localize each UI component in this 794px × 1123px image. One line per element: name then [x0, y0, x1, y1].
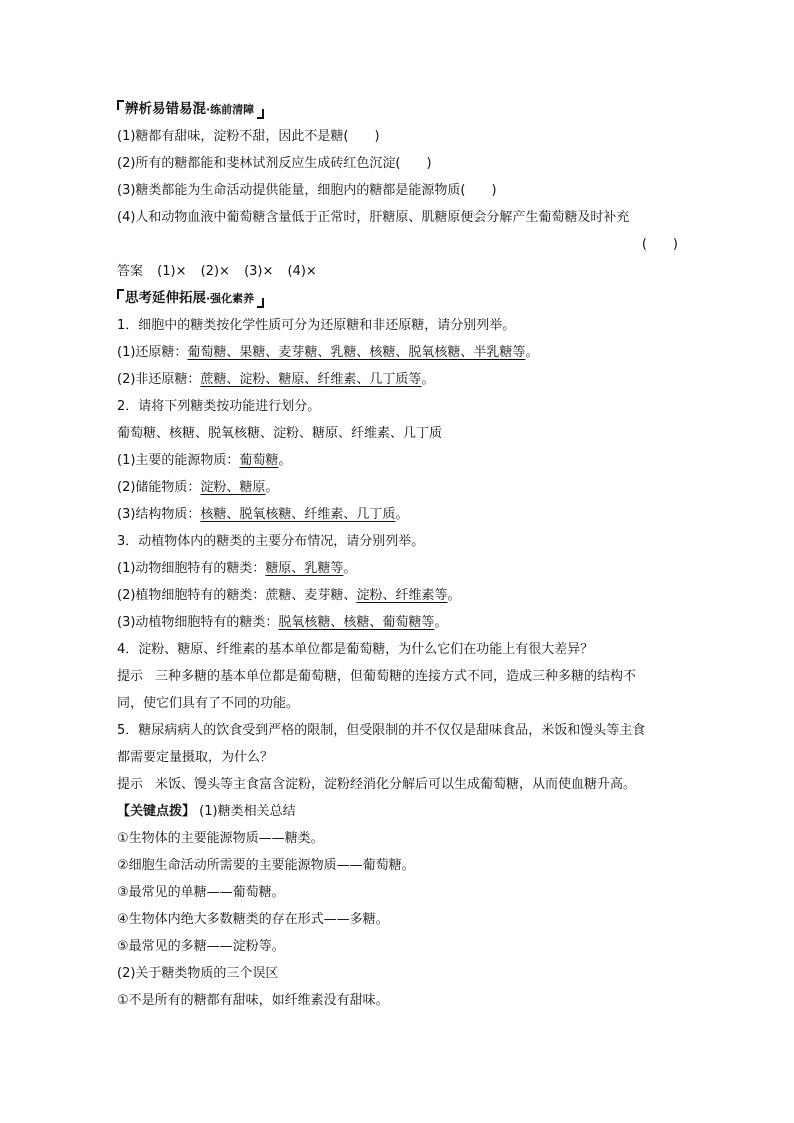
problem-3-a: (1)动物细胞特有的糖类：糖原、乳糖等。 — [117, 561, 357, 576]
problem-5-tip: 提示 米饭、馒头等主食富含淀粉，淀粉经消化分解后可以生成葡萄糖，从而使血糖升高。 — [117, 777, 637, 792]
problem-2-c: (3)结构物质：核糖、脱氧核糖、纤维素、几丁质。 — [117, 507, 409, 522]
section-title: 辨析易错易混 — [125, 101, 206, 117]
problem-2-intro: 2．请将下列糖类按功能进行划分。 — [117, 399, 321, 414]
key-point-heading — [117, 798, 682, 825]
answer-item: (2)× — [200, 264, 230, 279]
answer-underlined: 葡萄糖 — [239, 453, 279, 468]
answer-item: (1)× — [157, 264, 187, 279]
answer-label: 答案 — [117, 264, 144, 279]
problem-3-b: (2)植物细胞特有的糖类：蔗糖、麦芽糖、淀粉、纤维素等。 — [117, 588, 461, 603]
document-content — [117, 96, 682, 1014]
section-title: 思考延伸拓展 — [125, 290, 206, 306]
question-1: (1)糖都有甜味，淀粉不甜，因此不是糖( ) — [117, 129, 380, 144]
key-point-item: ①生物体的主要能源物质——糖类。 — [117, 831, 324, 846]
question-4-paren: ( ) — [641, 237, 678, 252]
answer-item: (4)× — [287, 264, 317, 279]
key-point-subtitle: (2)关于糖类物质的三个误区 — [117, 966, 279, 981]
answer-line — [117, 258, 682, 285]
answer-underlined: 葡萄糖、果糖、麦芽糖、乳糖、核糖、脱氧核糖、半乳糖等 — [187, 345, 526, 360]
key-point-item: ④生物体内绝大多数糖类的存在形式——多糖。 — [117, 912, 389, 927]
problem-4-tip-1: 提示 三种多糖的基本单位都是葡萄糖，但葡萄糖的连接方式不同，造成三种多糖的结构不 — [117, 669, 637, 684]
tip-label: 提示 — [117, 777, 144, 792]
bracket-right-icon — [257, 109, 264, 119]
key-point-label: 【关键点拨】 — [117, 804, 196, 819]
section-heading-extension — [117, 285, 682, 312]
key-point-item: ⑤最常见的多糖——淀粉等。 — [117, 939, 285, 954]
bracket-left-icon — [117, 289, 124, 299]
problem-4-tip-2: 同，使它们具有了不同的功能。 — [117, 696, 300, 711]
key-point-title: (1)糖类相关总结 — [199, 804, 296, 819]
answer-underlined: 脱氧核糖、核糖、葡萄糖等 — [278, 615, 435, 630]
bracket-right-icon — [257, 298, 264, 308]
bracket-left-icon — [117, 100, 124, 110]
problem-3-intro: 3．动植物体内的糖类的主要分布情况，请分别列举。 — [117, 534, 425, 549]
problem-4-question: 4．淀粉、糖原、纤维素的基本单位都是葡萄糖，为什么它们在功能上有很大差异？ — [117, 642, 594, 657]
key-point-item: ②细胞生命活动所需要的主要能源物质——葡萄糖。 — [117, 858, 415, 873]
answer-underlined: 淀粉、纤维素等 — [356, 588, 448, 603]
problem-1-a: (1)还原糖：葡萄糖、果糖、麦芽糖、乳糖、核糖、脱氧核糖、半乳糖等。 — [117, 345, 539, 360]
question-2: (2)所有的糖都能和斐林试剂反应生成砖红色沉淀( ) — [117, 156, 432, 171]
answer-underlined: 核糖、脱氧核糖、纤维素、几丁质 — [200, 507, 396, 522]
section-heading-analysis — [117, 96, 682, 123]
answer-underlined: 糖原、乳糖等 — [265, 561, 344, 576]
answer-underlined: 淀粉、糖原 — [200, 480, 266, 495]
key-point-item: ①不是所有的糖都有甜味，如纤维素没有甜味。 — [117, 993, 389, 1008]
problem-3-c: (3)动植物细胞特有的糖类：脱氧核糖、核糖、葡萄糖等。 — [117, 615, 448, 630]
problem-1-intro: 1．细胞中的糖类按化学性质可分为还原糖和非还原糖，请分别列举。 — [117, 318, 516, 333]
problem-2-b: (2)储能物质：淀粉、糖原。 — [117, 480, 279, 495]
problem-2-list: 葡萄糖、核糖、脱氧核糖、淀粉、糖原、纤维素、几丁质 — [117, 426, 443, 441]
answer-underlined: 蔗糖、淀粉、糖原、纤维素、几丁质等 — [200, 372, 422, 387]
question-4: (4)人和动物血液中葡萄糖含量低于正常时，肝糖原、肌糖原便会分解产生葡萄糖及时补充 — [117, 210, 630, 225]
problem-5-question-2: 都需要定量摄取，为什么？ — [117, 750, 274, 765]
section-subtitle: ·练前清障 — [206, 103, 255, 116]
question-3: (3)糖类都能为生命活动提供能量，细胞内的糖都是能源物质( ) — [117, 183, 497, 198]
section-subtitle: ·强化素养 — [206, 292, 255, 305]
tip-label: 提示 — [117, 669, 144, 684]
problem-2-a: (1)主要的能源物质：葡萄糖。 — [117, 453, 292, 468]
problem-5-question-1: 5．糖尿病病人的饮食受到严格的限制，但受限制的并不仅仅是甜味食品，米饭和馒头等主食 — [117, 723, 646, 738]
key-point-item: ③最常见的单糖——葡萄糖。 — [117, 885, 285, 900]
answer-item: (3)× — [244, 264, 274, 279]
problem-1-b: (2)非还原糖：蔗糖、淀粉、糖原、纤维素、几丁质等。 — [117, 372, 435, 387]
